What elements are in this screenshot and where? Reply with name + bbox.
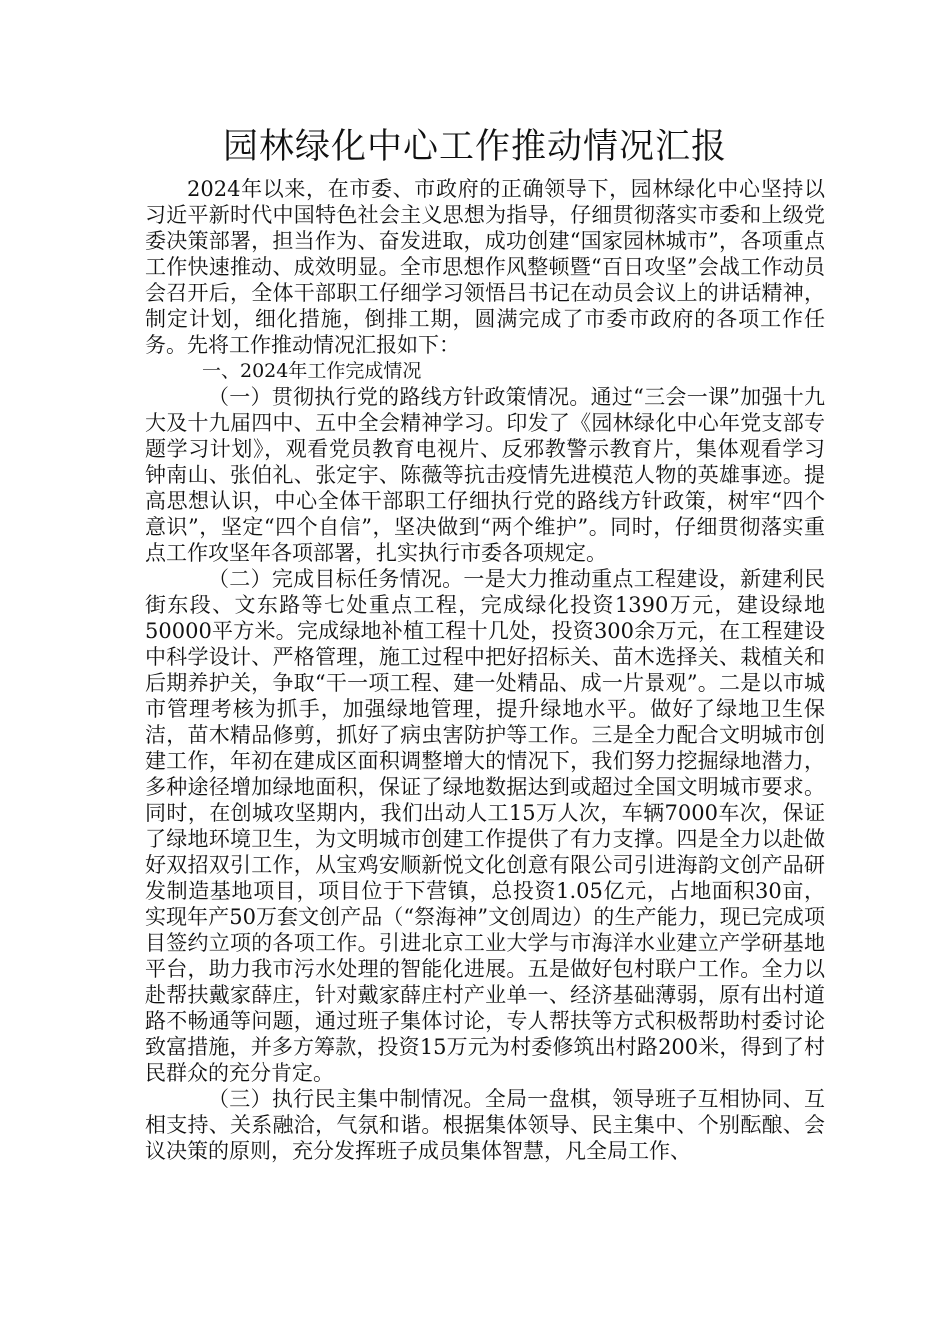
document-title: 园林绿化中心工作推动情况汇报: [222, 127, 727, 167]
intro-paragraph: 2024年以来，在市委、市政府的正确领导下，园林绿化中心坚持以习近平新时代中国特色社会主义思想为指导，仔细贯彻落实市委和上级党委决策部署，担当作为、奋发进取，成功创建“国家园林城市”，各项重点工作快速推动、成效明显。全市思想作风整顿暨“百日攻坚”会战工作动员会召开后，全体干部职工仔细学习领悟吕书记在动员会议上的讲话精神，制定计划，细化措施，倒排工期，圆满完成了市委市政府的各项工作任务。先将工作推动情况汇报如下：: [145, 177, 825, 357]
document-body: [145, 176, 825, 1164]
paragraph-democracy: （三）执行民主集中制情况。全局一盘棋，领导班子互相协同、互相支持、关系融洽，气氛和谐。根据集体领导、民主集中、个别酝酿、会议决策的原则，充分发挥班子成员集体智慧，凡全局工作、: [145, 1087, 825, 1163]
paragraph-targets: （二）完成目标任务情况。一是大力推动重点工程建设，新建利民街东段、文东路等七处重点工程，完成绿化投资1390万元，建设绿地50000平方米。完成绿地补植工程十几处，投资300余万元，在工程建设中科学设计、严格管理，施工过程中把好招标关、苗木选择关、栽植关和后期养护关，争取“干一项工程、建一处精品、成一片景观”。二是以市城市管理考核为抓手，加强绿地管理，提升绿地水平。做好了绿地卫生保洁，苗木精品修剪，抓好了病虫害防护等工作。三是全力配合文明城市创建工作，年初在建成区面积调整增大的情况下，我们努力挖掘绿地潜力，多种途径增加绿地面积，保证了绿地数据达到或超过全国文明城市要求。同时，在创城攻坚期内，我们出动人工15万人次，车辆7000车次，保证了绿地环境卫生，为文明城市创建工作提供了有力支撑。四是全力以赴做好双招双引工作，从宝鸡安顺新悦文化创意有限公司引进海韵文创产品研发制造基地项目，项目位于下营镇，总投资1.05亿元，占地面积30亩，实现年产50万套文创产品（“祭海神”文创周边）的生产能力，现已完成项目签约立项的各项工作。引进北京工业大学与市海洋水业建立产学研基地平台，助力我市污水处理的智能化进展。五是做好包村联户工作。全力以赴帮扶戴家薛庄，针对戴家薛庄村产业单一、经济基础薄弱，原有出村道路不畅通等问题，通过班子集体讨论，专人帮扶等方式积极帮助村委讨论致富措施，并多方筹款，投资15万元为村委修筑出村路200米，得到了村民群众的充分肯定。: [145, 567, 825, 1085]
section-heading: 一、2024年工作完成情况: [202, 360, 422, 382]
paragraph-policy: （一）贯彻执行党的路线方针政策情况。通过“三会一课”加强十九大及十九届四中、五中全会精神学习。印发了《园林绿化中心年党支部专题学习计划》，观看党员教育电视片、反邪教警示教育片，集体观看学习钟南山、张伯礼、张定宇、陈薇等抗击疫情先进模范人物的英雄事迹。提高思想认识，中心全体干部职工仔细执行党的路线方针政策，树牢“四个意识”，坚定“四个自信”，坚决做到“两个维护”。同时，仔细贯彻落实重点工作攻坚年各项部署，扎实执行市委各项规定。: [145, 385, 825, 565]
